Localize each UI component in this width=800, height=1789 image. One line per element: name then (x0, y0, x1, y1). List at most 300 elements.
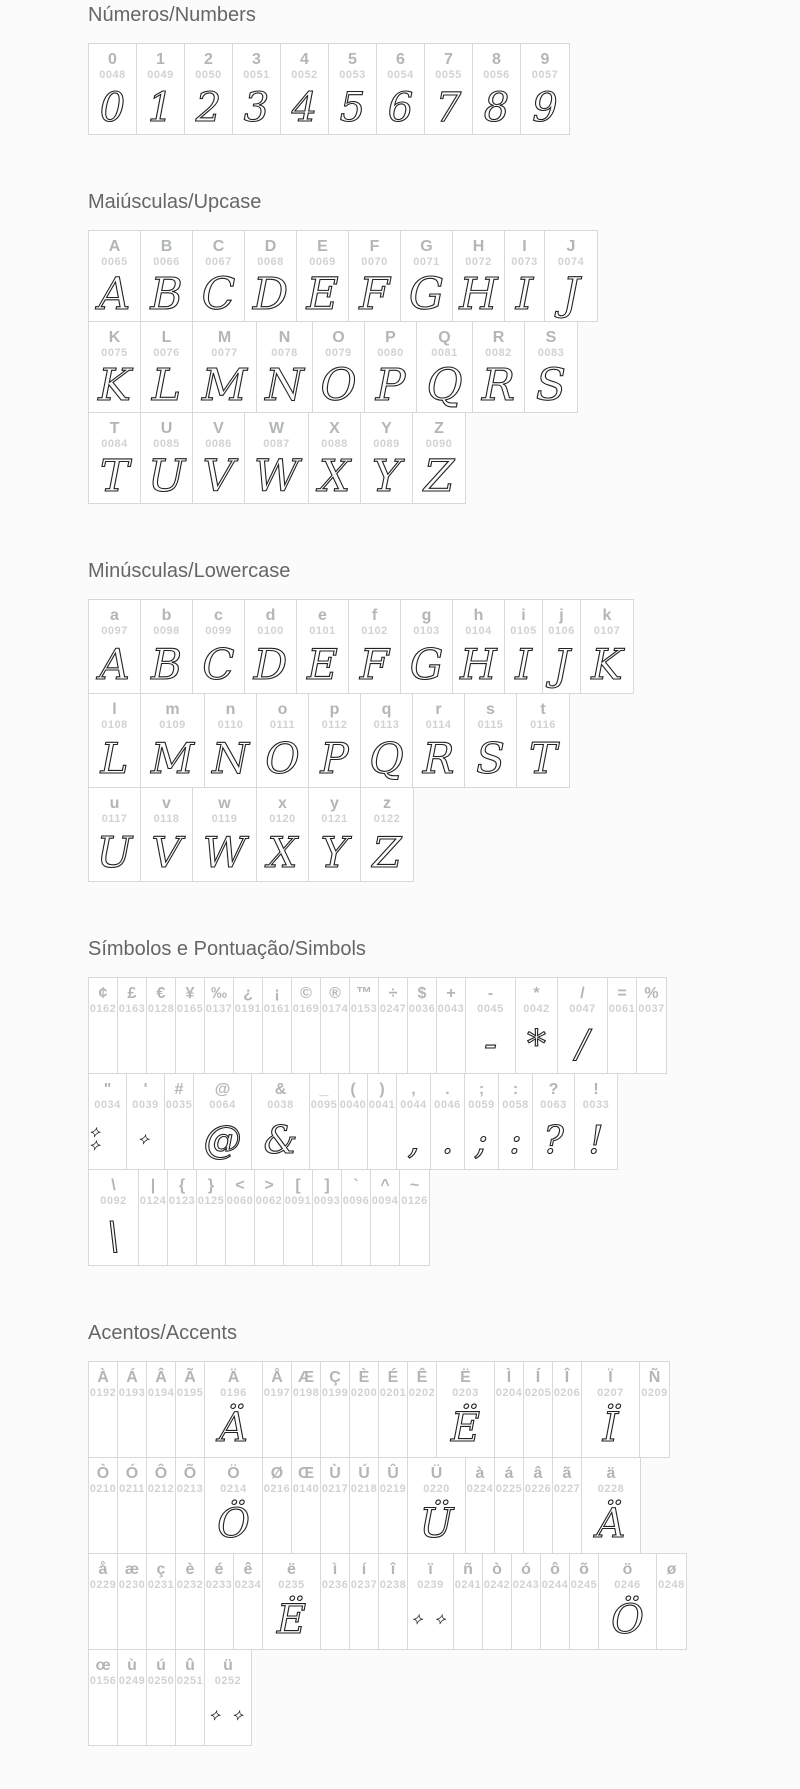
glyph-table (88, 230, 800, 504)
glyph-table (88, 43, 800, 135)
char-cell-0204 (495, 1362, 524, 1457)
char-glyph: X (318, 450, 351, 502)
char-cell-0120 (257, 788, 309, 881)
char-label: é (214, 1561, 224, 1578)
char-cell-0080 (365, 322, 417, 412)
char-cell-0072 (453, 231, 505, 321)
char-cell-0237 (350, 1554, 379, 1649)
char-label: 6 (396, 51, 405, 68)
char-cell-0161 (263, 978, 292, 1073)
char-label: * (533, 985, 540, 1002)
char-cell-0112 (309, 694, 361, 787)
char-code: 0082 (485, 347, 512, 360)
char-glyph: \ (107, 1214, 120, 1259)
char-label: É (387, 1369, 399, 1386)
char-code: 0153 (350, 1003, 378, 1016)
char-glyph: S (476, 734, 505, 784)
char-glyph: A (99, 640, 130, 690)
char-code: 0060 (226, 1195, 254, 1208)
char-label: Ä (227, 1369, 240, 1386)
char-glyph (292, 1495, 320, 1553)
char-cell-0094 (371, 1170, 400, 1265)
char-label: Å (271, 1369, 283, 1386)
char-cell-0122 (361, 788, 413, 881)
char-code: 0102 (361, 625, 388, 638)
char-glyph: * (527, 1022, 546, 1067)
char-label: j (559, 607, 564, 624)
char-code: 0162 (89, 1003, 117, 1016)
char-glyph: Ö (217, 1501, 250, 1548)
char-code: 0196 (220, 1387, 247, 1400)
char-code: 0073 (511, 256, 538, 269)
char-label: å (98, 1561, 108, 1578)
char-code: 0213 (176, 1483, 204, 1496)
char-code: 0093 (313, 1195, 341, 1208)
char-cell-0065 (89, 231, 141, 321)
char-label: Q (438, 329, 451, 346)
char-glyph: F (359, 640, 390, 690)
char-label: a (110, 607, 119, 624)
char-glyph: Ü (419, 1501, 454, 1548)
char-label: ) (379, 1081, 385, 1098)
char-glyph: Ë (276, 1597, 307, 1644)
char-cell-0075 (89, 322, 141, 412)
char-code: 0051 (243, 69, 270, 82)
char-label: B (160, 238, 173, 255)
section-lowercase (88, 560, 800, 882)
char-cell-0073 (505, 231, 545, 321)
char-code: 0085 (153, 438, 180, 451)
section-heading: Minúsculas/Lowercase (88, 560, 291, 582)
char-label: + (446, 985, 456, 1002)
char-label: 2 (204, 51, 213, 68)
char-glyph: Z (423, 450, 455, 502)
char-code: 0103 (413, 625, 440, 638)
char-cell-0235 (263, 1554, 321, 1649)
char-code: 0231 (147, 1579, 175, 1592)
char-glyph: C (202, 640, 235, 690)
char-label: ü (223, 1657, 233, 1674)
char-glyph: - (484, 1022, 497, 1067)
char-code: 0083 (537, 347, 565, 360)
char-glyph (139, 1207, 167, 1265)
char-cell-0232 (176, 1554, 205, 1649)
char-label: ` (353, 1177, 359, 1194)
char-code: 0101 (309, 625, 336, 638)
char-code: 0053 (339, 69, 366, 82)
char-label: f (371, 607, 378, 624)
char-label: Ã (184, 1369, 196, 1386)
char-label: Î (564, 1369, 570, 1386)
char-glyph (89, 1495, 117, 1553)
char-cell-0198 (292, 1362, 321, 1457)
char-label: J (566, 238, 576, 255)
char-cell-0233 (205, 1554, 234, 1649)
char-code: 0034 (94, 1099, 121, 1112)
char-label: i (521, 607, 526, 624)
char-cell-0081 (417, 322, 473, 412)
char-code: 0201 (379, 1387, 407, 1400)
char-label: k (602, 607, 612, 624)
char-glyph: Ë (450, 1405, 481, 1452)
char-cell-0213 (176, 1458, 205, 1553)
char-code: 0220 (423, 1483, 450, 1496)
char-code: 0047 (569, 1003, 596, 1016)
char-cell-0102 (349, 600, 401, 693)
char-label: h (473, 607, 484, 624)
char-glyph (350, 1495, 378, 1553)
char-code: 0248 (658, 1579, 685, 1592)
char-glyph: P (320, 734, 349, 784)
char-cell-0197 (263, 1362, 292, 1457)
char-cell-0239 (408, 1554, 454, 1649)
char-glyph (89, 1687, 117, 1745)
char-glyph: I (515, 268, 534, 320)
char-code: 0086 (205, 438, 232, 451)
char-glyph (637, 1015, 666, 1073)
char-code: 0052 (291, 69, 318, 82)
char-label: u (109, 795, 120, 812)
char-cell-0106 (543, 600, 581, 693)
char-cell-0103 (401, 600, 453, 693)
char-glyph (147, 1399, 175, 1457)
char-code: 0205 (524, 1387, 552, 1400)
char-cell-0037 (637, 978, 666, 1073)
char-glyph (255, 1207, 283, 1265)
char-glyph: K (591, 640, 623, 690)
char-label: Œ (298, 1465, 314, 1482)
char-glyph: ? (543, 1118, 564, 1163)
char-cell-0055 (425, 44, 473, 134)
char-glyph: Y (320, 828, 349, 878)
char-cell-0051 (233, 44, 281, 134)
char-cell-0211 (118, 1458, 147, 1553)
char-cell-0109 (141, 694, 205, 787)
char-glyph (118, 1399, 146, 1457)
char-label: 3 (252, 51, 261, 68)
char-cell-0041 (368, 1074, 397, 1169)
char-cell-0060 (226, 1170, 255, 1265)
char-label: 7 (444, 51, 453, 68)
char-cell-0250 (147, 1650, 176, 1745)
char-glyph (197, 1207, 225, 1265)
char-glyph (310, 1111, 338, 1169)
glyph-table (88, 1361, 800, 1746)
char-code: 0224 (466, 1483, 494, 1496)
char-code: 0040 (339, 1099, 367, 1112)
char-glyph (89, 1015, 117, 1073)
char-label: È (358, 1369, 370, 1386)
char-code: 0071 (413, 256, 440, 269)
char-code: 0061 (608, 1003, 636, 1016)
char-code: 0137 (205, 1003, 233, 1016)
char-label: g (421, 607, 432, 624)
char-glyph (608, 1015, 636, 1073)
char-label: t (540, 701, 546, 718)
char-label: ï (428, 1561, 433, 1578)
char-glyph: H (460, 640, 497, 690)
char-glyph: V (151, 828, 182, 878)
char-glyph (147, 1591, 175, 1649)
char-label: K (108, 329, 121, 346)
char-cell-0097 (89, 600, 141, 693)
char-glyph (437, 1015, 465, 1073)
char-code: 0230 (118, 1579, 146, 1592)
char-label: @ (214, 1081, 231, 1098)
char-cell-0052 (281, 44, 329, 134)
glyph-table-row (88, 321, 578, 413)
char-code: 0126 (401, 1195, 428, 1208)
char-glyph: F (359, 268, 390, 320)
char-cell-0156 (89, 1650, 118, 1745)
char-cell-0107 (581, 600, 633, 693)
char-label: ò (492, 1561, 502, 1578)
char-label: - (487, 985, 494, 1002)
char-glyph: N (265, 359, 304, 411)
char-label: Ñ (648, 1369, 661, 1386)
char-cell-0070 (349, 231, 401, 321)
char-code: 0075 (101, 347, 128, 360)
char-glyph (350, 1591, 378, 1649)
char-label: ø (666, 1561, 677, 1578)
char-glyph: 1 (147, 84, 174, 131)
char-cell-0191 (234, 978, 263, 1073)
char-code: 0235 (278, 1579, 305, 1592)
char-glyph (483, 1591, 511, 1649)
char-cell-0236 (321, 1554, 350, 1649)
char-code: 0099 (205, 625, 232, 638)
char-label: ¿ (243, 985, 253, 1002)
char-cell-0207 (582, 1362, 640, 1457)
char-code: 0245 (570, 1579, 598, 1592)
char-label: Ì (506, 1369, 512, 1386)
char-glyph (657, 1591, 686, 1649)
char-code: 0046 (434, 1099, 461, 1112)
char-label: 0 (108, 51, 117, 68)
char-glyph: U (96, 828, 133, 878)
char-label: õ (579, 1561, 589, 1578)
char-label: â (533, 1465, 543, 1482)
char-glyph (408, 1015, 436, 1073)
char-label: æ (124, 1561, 140, 1578)
char-cell-0108 (89, 694, 141, 787)
glyph-table-row (88, 1169, 430, 1266)
char-code: 0252 (214, 1675, 242, 1688)
char-cell-0245 (570, 1554, 599, 1649)
char-code: 0247 (379, 1003, 407, 1016)
char-code: 0234 (234, 1579, 262, 1592)
section-heading: Números/Numbers (88, 4, 256, 26)
char-cell-0247 (379, 978, 408, 1073)
char-glyph: Ï (602, 1405, 619, 1452)
char-label: Z (434, 420, 444, 437)
char-code: 0041 (368, 1099, 396, 1112)
char-cell-0047 (558, 978, 608, 1073)
char-glyph: S (535, 359, 567, 411)
char-label: d (265, 607, 276, 624)
char-label: % (644, 985, 659, 1002)
char-code: 0216 (263, 1483, 291, 1496)
char-glyph (321, 1495, 349, 1553)
char-label: ù (127, 1657, 137, 1674)
char-code: 0064 (209, 1099, 236, 1112)
char-cell-0214 (205, 1458, 263, 1553)
char-glyph (176, 1015, 204, 1073)
char-cell-0209 (640, 1362, 669, 1457)
char-code: 0036 (408, 1003, 436, 1016)
char-label: z (383, 795, 391, 812)
char-code: 0050 (195, 69, 222, 82)
glyph-table (88, 599, 800, 882)
char-glyph: , (407, 1118, 420, 1163)
char-glyph (321, 1591, 349, 1649)
char-label: à (475, 1465, 485, 1482)
char-glyph (205, 1015, 233, 1073)
char-cell-0244 (541, 1554, 570, 1649)
char-code: 0206 (553, 1387, 581, 1400)
char-label: ÷ (388, 985, 398, 1002)
char-cell-0087 (245, 413, 309, 503)
char-cell-0063 (533, 1074, 575, 1169)
char-cell-0153 (350, 978, 379, 1073)
char-label: À (97, 1369, 109, 1386)
char-code: 0195 (176, 1387, 204, 1400)
char-glyph: @ (203, 1118, 242, 1163)
char-label: ì (332, 1561, 338, 1578)
char-code: 0123 (168, 1195, 196, 1208)
char-glyph (118, 1591, 146, 1649)
char-cell-0169 (292, 978, 321, 1073)
char-glyph: P (375, 359, 406, 411)
char-glyph (292, 1015, 320, 1073)
char-cell-0195 (176, 1362, 205, 1457)
glyph-table-row (88, 599, 634, 694)
char-code: 0078 (271, 347, 298, 360)
char-glyph: 3 (243, 84, 270, 131)
char-code: 0109 (159, 719, 186, 732)
char-code: 0054 (387, 69, 414, 82)
glyph-table-row (88, 230, 598, 322)
char-label: ó (521, 1561, 531, 1578)
char-cell-0057 (521, 44, 569, 134)
char-glyph (379, 1399, 407, 1457)
char-code: 0239 (417, 1579, 444, 1592)
char-label: M (217, 329, 232, 346)
char-cell-0162 (89, 978, 118, 1073)
glyph-table-row (88, 1649, 252, 1746)
char-cell-0090 (413, 413, 465, 503)
char-label: P (385, 329, 396, 346)
char-code: 0048 (99, 69, 126, 82)
char-code: 0120 (269, 813, 296, 826)
char-glyph: M (150, 734, 194, 784)
char-label: ú (156, 1657, 166, 1674)
char-glyph: H (459, 268, 498, 320)
char-glyph: 2 (195, 84, 222, 131)
char-code: 0079 (325, 347, 352, 360)
char-cell-0040 (339, 1074, 368, 1169)
char-cell-0078 (257, 322, 313, 412)
char-glyph: 9 (532, 84, 558, 131)
char-code: 0094 (371, 1195, 399, 1208)
char-code: 0169 (292, 1003, 320, 1016)
char-label: Ö (227, 1465, 240, 1482)
char-cell-0035 (165, 1074, 194, 1169)
char-glyph: 0 (99, 84, 126, 131)
char-code: 0243 (512, 1579, 540, 1592)
char-label: Ù (329, 1465, 341, 1482)
char-label: Ó (125, 1465, 139, 1482)
char-code: 0106 (548, 625, 575, 638)
char-glyph: & (263, 1118, 298, 1163)
char-cell-0226 (524, 1458, 553, 1553)
char-code: 0128 (147, 1003, 175, 1016)
char-cell-0100 (245, 600, 297, 693)
char-glyph: G (409, 640, 444, 690)
char-code: 0117 (101, 813, 128, 826)
char-code: 0039 (132, 1099, 159, 1112)
char-label: U (160, 420, 173, 437)
char-cell-0123 (168, 1170, 197, 1265)
char-label: # (174, 1081, 184, 1098)
char-glyph (292, 1399, 320, 1457)
char-glyph: B (150, 268, 183, 320)
char-glyph: B (151, 640, 182, 690)
char-cell-0058 (499, 1074, 533, 1169)
char-glyph: D (253, 640, 288, 690)
char-cell-0194 (147, 1362, 176, 1457)
char-code: 0076 (153, 347, 180, 360)
char-cell-0099 (193, 600, 245, 693)
char-glyph: 5 (339, 84, 366, 131)
char-label: < (235, 1177, 245, 1194)
char-glyph (263, 1495, 291, 1553)
char-cell-0096 (342, 1170, 371, 1265)
char-label: ( (350, 1081, 356, 1098)
char-cell-0056 (473, 44, 521, 134)
char-label: } (207, 1177, 215, 1194)
char-label: ¡ (274, 985, 280, 1002)
char-cell-0095 (310, 1074, 339, 1169)
char-label: ë (287, 1561, 296, 1578)
char-glyph: E (307, 640, 338, 690)
char-cell-0225 (495, 1458, 524, 1553)
char-label: ç (156, 1561, 166, 1578)
char-cell-0115 (465, 694, 517, 787)
char-cell-0091 (284, 1170, 313, 1265)
char-label: Ë (460, 1369, 471, 1386)
char-code: 0089 (373, 438, 400, 451)
char-code: 0049 (147, 69, 174, 82)
char-label: ? (548, 1081, 559, 1098)
char-code: 0163 (118, 1003, 146, 1016)
char-glyph (147, 1687, 175, 1745)
char-code: 0074 (557, 256, 585, 269)
char-label: = (617, 985, 627, 1002)
char-cell-0036 (408, 978, 437, 1073)
char-glyph: D (252, 268, 289, 320)
char-glyph (118, 1015, 146, 1073)
char-cell-0062 (255, 1170, 284, 1265)
char-label: î (390, 1561, 396, 1578)
section-accents (88, 1322, 800, 1746)
char-code: 0072 (465, 256, 492, 269)
char-cell-0038 (252, 1074, 310, 1169)
char-code: 0038 (267, 1099, 294, 1112)
char-cell-0126 (400, 1170, 429, 1265)
char-code: 0125 (197, 1195, 225, 1208)
char-label: Ô (154, 1465, 168, 1482)
